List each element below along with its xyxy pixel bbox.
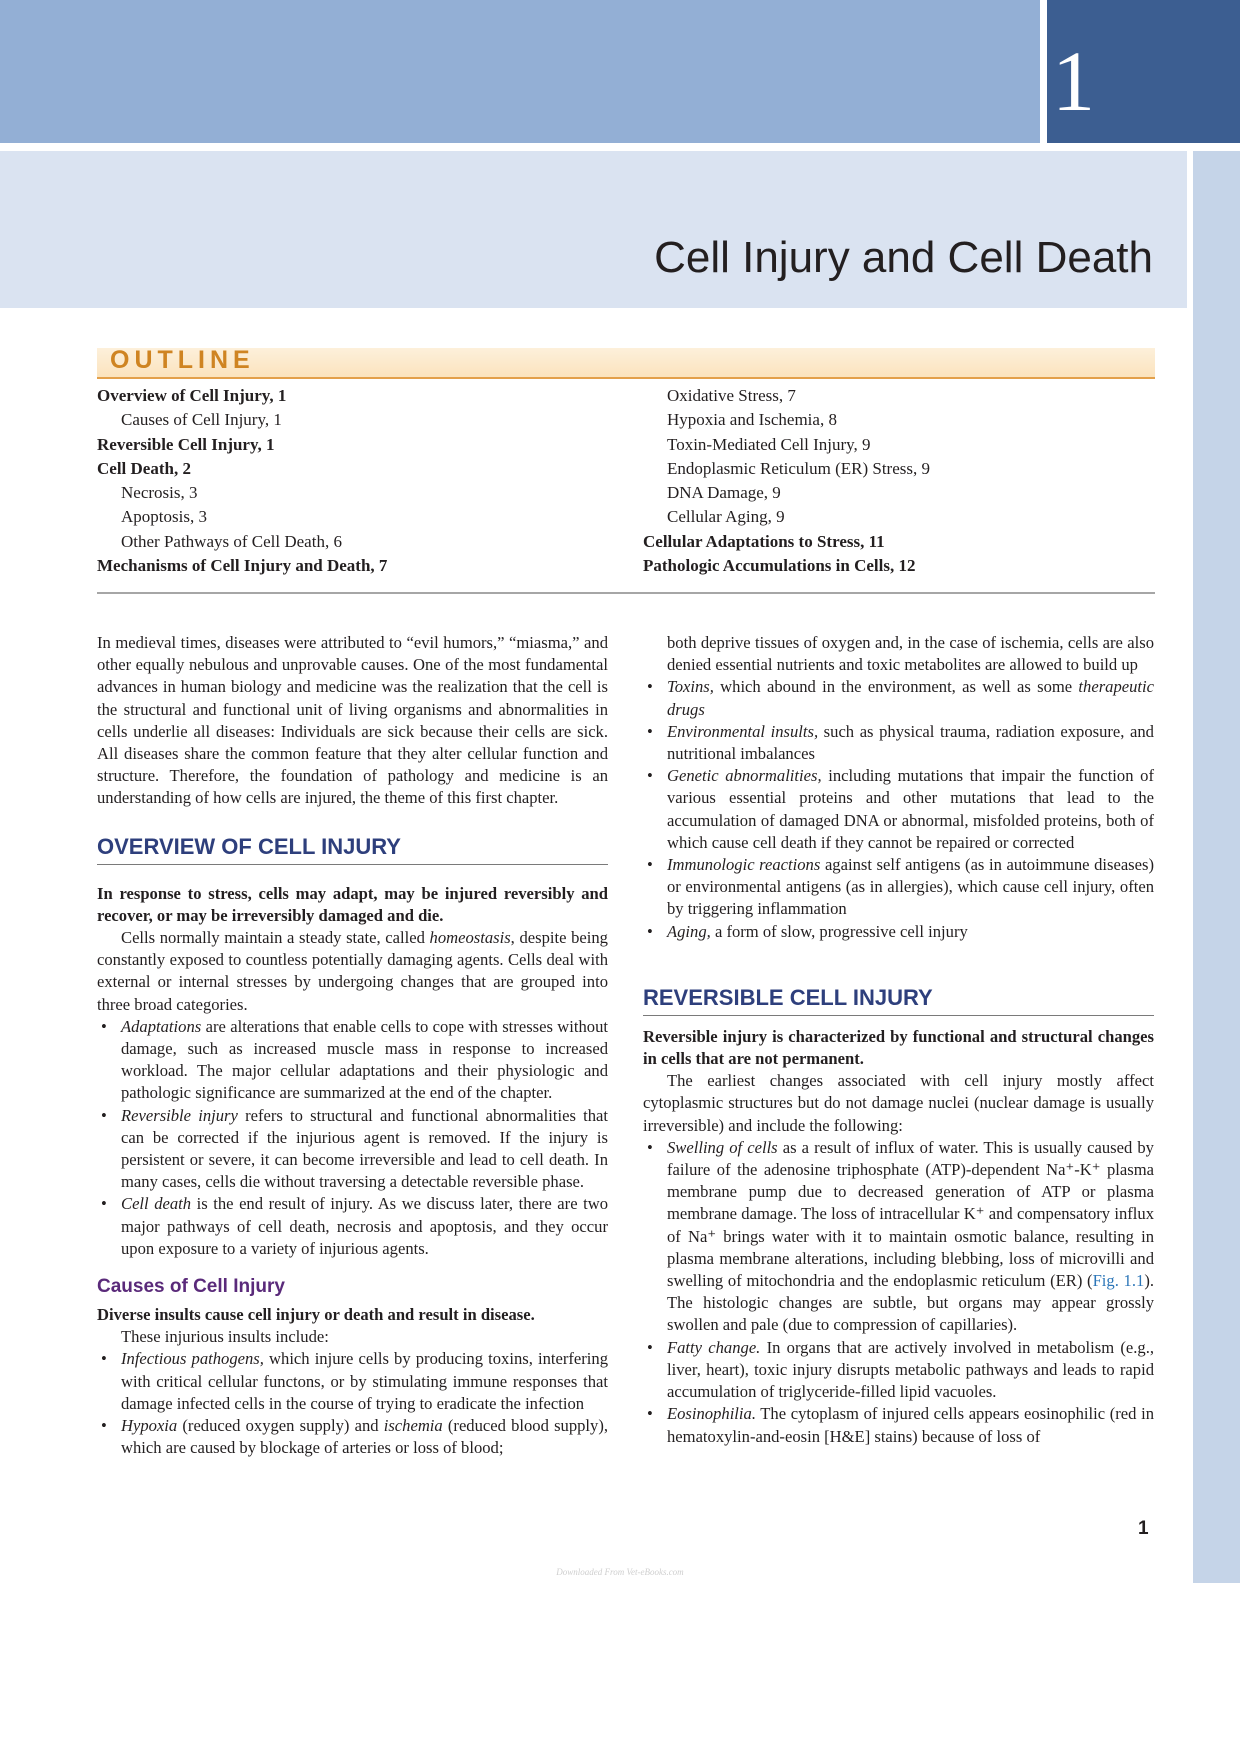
outline-item[interactable]: Causes of Cell Injury, 1 xyxy=(121,410,282,430)
causes-bullet-list-a xyxy=(97,1348,608,1459)
outline-item[interactable]: Mechanisms of Cell Injury and Death, 7 xyxy=(97,556,388,576)
outline-right-column xyxy=(643,384,930,578)
causes-bullet-list-b xyxy=(643,676,1154,942)
title-band xyxy=(0,151,1187,308)
list-item: • Infectious pathogens, which injure cells by producing toxins, interfering with critical cellular functons, or by stimulating immune responses that damage infected cells in the course of trying to eradicate the infection xyxy=(97,1348,608,1415)
list-item: • Aging, a form of slow, progressive cell injury xyxy=(643,921,1154,943)
body-left-column xyxy=(97,632,608,1460)
chapter-number: 1 xyxy=(1052,33,1095,129)
outline-divider xyxy=(97,592,1155,594)
section-heading-overview: OVERVIEW OF CELL INJURY xyxy=(97,834,608,865)
body-right-column xyxy=(643,632,1154,1448)
figure-link[interactable]: Fig. 1.1 xyxy=(1092,1271,1145,1291)
outline-label: OUTLINE xyxy=(110,346,255,374)
hypoxia-text-continued: both deprive tissues of oxygen and, in the case of ischemia, cells are also denied essential nutrients and toxic metabolites are allowed to build up xyxy=(667,633,1154,675)
outline-left-column xyxy=(97,384,387,578)
section-heading-reversible: REVERSIBLE CELL INJURY xyxy=(643,985,1154,1016)
reversible-bullet-list xyxy=(643,1137,1154,1448)
list-item: • Toxins, which abound in the environment, as well as some therapeutic drugs xyxy=(643,676,1154,720)
chapter-title: Cell Injury and Cell Death xyxy=(654,233,1153,282)
list-item: • Swelling of cells as a result of influx of water. This is usually caused by failure of the adenosine triphosphate (ATP)-dependent Na⁺-K⁺ plasma membrane pump due to decreased generation of ATP or plasma membrane damage. The loss of intracellular K⁺ and compensatory influx of Na⁺ brings water with it to maintain osmotic balance, resulting in plasma membrane alterations, including blebbing, loss of microvilli and swelling of mitochondria and the endoplasmic reticulum (ER) (Fig. 1.1). The histologic changes are subtle, but organs may appear grossly swollen and pale (due to compression of capillaries). xyxy=(643,1137,1154,1337)
overview-bullet-list xyxy=(97,1016,608,1260)
outline-item[interactable]: Cellular Aging, 9 xyxy=(667,507,785,527)
outline-item[interactable]: Overview of Cell Injury, 1 xyxy=(97,386,287,405)
overview-paragraph: Cells normally maintain a steady state, called homeostasis, despite being constantly exposed to countless potentially damaging agents. Cells deal with external or internal stresses by undergoing changes that are grouped into three broad categories. xyxy=(97,928,608,1014)
subsection-heading-causes: Causes of Cell Injury xyxy=(97,1276,285,1298)
outline-item[interactable]: Cellular Adaptations to Stress, 11 xyxy=(643,531,885,551)
reversible-lead: Reversible injury is characterized by functional and structural changes in cells that are not permanent. xyxy=(643,1026,1154,1069)
outline-item[interactable]: Other Pathways of Cell Death, 6 xyxy=(121,531,342,551)
outline-item[interactable]: Toxin-Mediated Cell Injury, 9 xyxy=(667,434,871,454)
list-item: • Immunologic reactions against self antigens (as in autoimmune diseases) or environmental antigens (as in allergies), which cause cell injury, often by triggering inflammation xyxy=(643,854,1154,921)
header-band xyxy=(0,0,1040,143)
intro-paragraph: In medieval times, diseases were attributed to “evil humors,” “miasma,” and other equally nebulous and unprovable causes. One of the most fundamental advances in human biology and medicine was the realization that the cell is the structural and functional unit of living organisms and abnormalities in cells underlie all diseases: Individuals are sick because their cells are sick. All diseases share the common feature that they alter cellular function and structure. Therefore, the foundation of pathology and medicine is an understanding of how cells are injured, the theme of this first chapter. xyxy=(97,633,608,808)
causes-paragraph: These injurious insults include: xyxy=(121,1327,329,1347)
outline-item[interactable]: Cell Death, 2 xyxy=(97,458,191,478)
outline-bar xyxy=(97,348,1155,379)
outline-item[interactable]: Necrosis, 3 xyxy=(121,483,198,503)
list-item: • Hypoxia (reduced oxygen supply) and ischemia (reduced blood supply), which are caused by blockage of arteries or loss of blood; xyxy=(97,1415,608,1459)
outline-item[interactable]: Hypoxia and Ischemia, 8 xyxy=(667,410,837,430)
causes-lead: Diverse insults cause cell injury or death and result in disease. xyxy=(97,1305,535,1325)
reversible-paragraph: The earliest changes associated with cell injury mostly affect cytoplasmic structures but do not damage nuclei (nuclear damage is usually irreversible) and include the following: xyxy=(643,1071,1154,1135)
outline-item[interactable]: Oxidative Stress, 7 xyxy=(667,386,796,405)
outline-item[interactable]: Pathologic Accumulations in Cells, 12 xyxy=(643,556,916,576)
page-number: 1 xyxy=(1138,1518,1149,1539)
hypoxia-text-start: (reduced blood supply), which are caused by blockage of arteries or loss of blood; xyxy=(121,1416,608,1458)
list-item: • Cell death is the end result of injury. As we discuss later, there are two major pathways of cell death, necrosis and apoptosis, and they occur upon exposure to a variety of injurious agents. xyxy=(97,1193,608,1260)
side-strip xyxy=(1193,151,1240,1583)
list-item: • Environmental insults, such as physical trauma, radiation exposure, and nutritional imbalances xyxy=(643,721,1154,765)
outline-item[interactable]: Apoptosis, 3 xyxy=(121,507,207,527)
list-item: • Eosinophilia. The cytoplasm of injured cells appears eosinophilic (red in hematoxylin-and-eosin [H&E] stains) because of loss of xyxy=(643,1403,1154,1447)
outline-item[interactable]: DNA Damage, 9 xyxy=(667,483,781,503)
outline-item[interactable]: Reversible Cell Injury, 1 xyxy=(97,434,275,454)
list-item: • Fatty change. In organs that are actively involved in metabolism (e.g., liver, heart), toxic injury disrupts metabolic pathways and leads to rapid accumulation of triglyceride-filled lipid vacuoles. xyxy=(643,1337,1154,1404)
list-item: • Genetic abnormalities, including mutations that impair the function of various essential proteins and other mutations that lead to the accumulation of damaged DNA or abnormal, misfolded proteins, both of which cause cell death if they cannot be repaired or corrected xyxy=(643,765,1154,854)
list-item: • Reversible injury refers to structural and functional abnormalities that can be corrected if the injurious agent is removed. If the injury is persistent or severe, it can become irreversible and lead to cell death. In many cases, cells die without traversing a detectable reversible phase. xyxy=(97,1105,608,1194)
overview-lead: In response to stress, cells may adapt, may be injured reversibly and recover, or may be irreversibly damaged and die. xyxy=(97,883,608,925)
list-item: • Adaptations are alterations that enable cells to cope with stresses without damage, such as increased muscle mass in response to increased workload. The major cellular adaptations and their physiologic and pathologic significance are summarized at the end of the chapter. xyxy=(97,1016,608,1105)
outline-item[interactable]: Endoplasmic Reticulum (ER) Stress, 9 xyxy=(667,458,930,478)
watermark: Downloaded From Vet-eBooks.com xyxy=(556,1567,684,1577)
